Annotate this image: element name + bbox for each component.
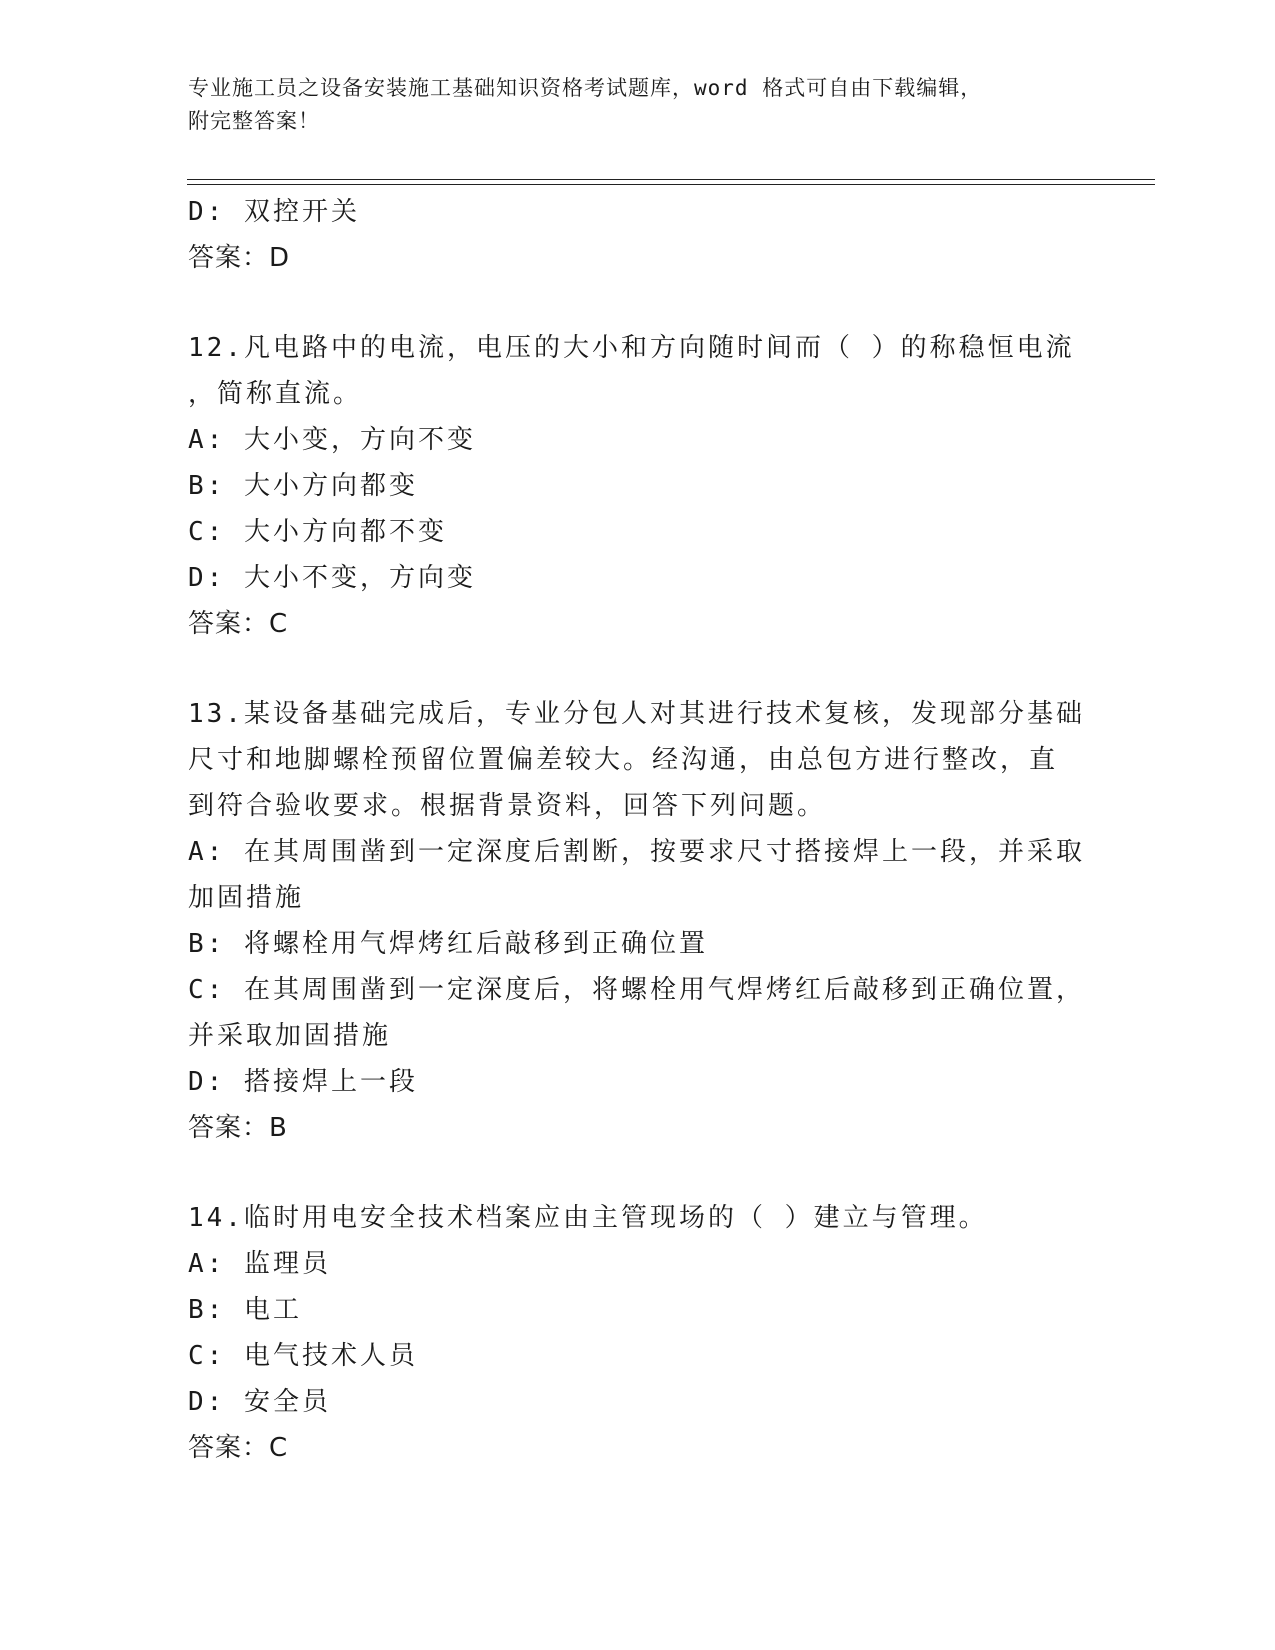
question-text-line: 到符合验收要求。根据背景资料，回答下列问题。 <box>188 791 827 821</box>
option-b: B: 大小方向都变 <box>188 471 418 501</box>
question-text-line: 13.某设备基础完成后，专业分包人对其进行技术复核，发现部分基础 <box>188 699 1085 729</box>
answer-line: 答案：D <box>188 243 291 273</box>
option-a: A: 在其周围凿到一定深度后割断，按要求尺寸搭接焊上一段，并采取 <box>188 837 1085 867</box>
question-text-line: 尺寸和地脚螺栓预留位置偏差较大。经沟通，由总包方进行整改，直 <box>188 745 1059 775</box>
question-text-line: ，简称直流。 <box>188 379 363 409</box>
option-d: D: 安全员 <box>188 1387 331 1417</box>
option-b: B: 将螺栓用气焊烤红后敲移到正确位置 <box>188 929 708 959</box>
option-c: C: 在其周围凿到一定深度后，将螺栓用气焊烤红后敲移到正确位置， <box>188 975 1085 1005</box>
question-12 <box>188 325 1088 647</box>
header-rule-top <box>187 179 1155 180</box>
question-11-tail <box>188 189 1088 281</box>
question-text-line: 14.临时用电安全技术档案应由主管现场的（ ）建立与管理。 <box>188 1203 988 1233</box>
option-c: C: 大小方向都不变 <box>188 517 447 547</box>
answer-line: 答案：C <box>188 609 289 639</box>
header-line-2: 附完整答案！ <box>188 109 320 133</box>
question-14 <box>188 1195 1088 1471</box>
option-c: C: 电气技术人员 <box>188 1341 418 1371</box>
option-c-continued: 并采取加固措施 <box>188 1021 392 1051</box>
option-d: D: 搭接焊上一段 <box>188 1067 418 1097</box>
option-a: A: 监理员 <box>188 1249 331 1279</box>
answer-line: 答案：B <box>188 1113 288 1143</box>
question-text-line: 12.凡电路中的电流，电压的大小和方向随时间而（ ）的称稳恒电流 <box>188 333 1075 363</box>
document-body <box>188 189 1088 1471</box>
option-a: A: 大小变，方向不变 <box>188 425 476 455</box>
question-13 <box>188 691 1088 1151</box>
option-b: B: 电工 <box>188 1295 302 1325</box>
option-d: D: 大小不变，方向变 <box>188 563 476 593</box>
option-d: D: 双控开关 <box>188 197 360 227</box>
option-a-continued: 加固措施 <box>188 883 305 913</box>
document-header <box>188 72 1088 138</box>
header-rule-bottom <box>187 184 1155 185</box>
header-line-1: 专业施工员之设备安装施工基础知识资格考试题库，word 格式可自由下载编辑， <box>188 76 983 100</box>
answer-line: 答案：C <box>188 1433 289 1463</box>
